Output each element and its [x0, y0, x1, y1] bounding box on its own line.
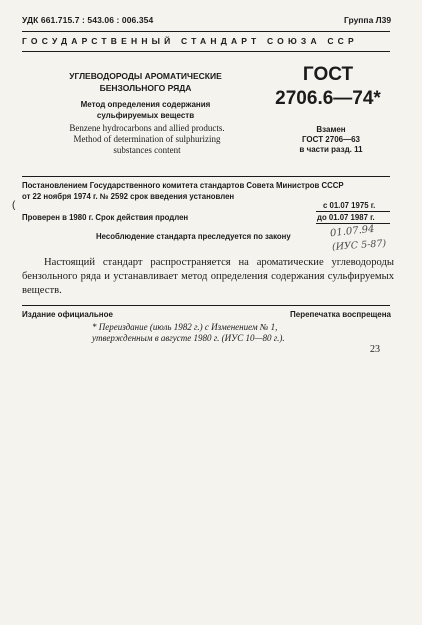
title-line-1: УГЛЕВОДОРОДЫ АРОМАТИЧЕСКИЕ — [69, 71, 222, 81]
english-line-1: Benzene hydrocarbons and allied products. — [69, 123, 225, 133]
decree-rule — [22, 176, 390, 177]
replaces-part: в части разд. 11 — [299, 145, 363, 154]
header-rule-bottom — [22, 51, 390, 52]
reissue-note — [92, 322, 285, 344]
gost-label: ГОСТ — [302, 64, 354, 85]
group-code: Группа Л39 — [344, 15, 392, 25]
document-title — [48, 70, 243, 94]
body-paragraph: Настоящий стандарт распространяется на ароматические углеводороды бензольного ряда и устанавливает метод определения содержания сульфируемых веществ. — [22, 257, 394, 296]
document-subtitle — [48, 99, 243, 121]
replaces-value: ГОСТ 2706—63 — [301, 135, 361, 144]
decree-line-1: Постановлением Государственного комитета стандартов Совета Министров СССР — [22, 181, 344, 190]
header-rule — [22, 31, 390, 32]
gost-number: 2706.6—74* — [275, 88, 381, 109]
note-line-1: * Переиздание (июль 1982 г.) с Изменением № 1, — [92, 322, 278, 332]
udk-code: УДК 661.715.7 : 543.06 : 006.354 — [22, 15, 154, 25]
replaces-block — [276, 125, 386, 155]
decree-line-2: от 22 ноября 1974 г. № 2592 срок введения установлен — [22, 192, 235, 201]
date-to-rule — [316, 223, 390, 224]
date-from-rule — [316, 211, 390, 212]
date-from: с 01.07 1975 г. — [323, 201, 376, 210]
checked-line: Проверен в 1980 г. Срок действия продлен — [22, 213, 189, 222]
note-line-2: утвержденным в августе 1980 г. (ИУС 10—80 г.). — [92, 333, 285, 343]
reprint-label: Перепечатка воспрещена — [290, 310, 391, 319]
footer-rule — [22, 305, 390, 306]
edition-label: Издание официальное — [22, 310, 113, 319]
date-to: до 01.07 1987 г. — [317, 213, 375, 222]
handwritten-date: 01.07.94 — [329, 223, 375, 240]
replaces-label: Взамен — [316, 125, 346, 134]
handwritten-ius: (ИУС 5-87) — [331, 238, 387, 253]
english-line-2: Method of determination of sulphurizing — [73, 134, 221, 144]
subtitle-line-2: сульфируемых веществ — [96, 111, 195, 120]
english-line-3: substances content — [113, 145, 181, 155]
penalty-line: Несоблюдение стандарта преследуется по закону — [96, 232, 291, 241]
page-number: 23 — [370, 344, 380, 355]
english-title — [42, 123, 252, 156]
subtitle-line-1: Метод определения содержания — [80, 100, 211, 109]
margin-mark: ( — [12, 200, 16, 211]
standard-line: ГОСУДАРСТВЕННЫЙ СТАНДАРТ СОЮЗА ССР — [22, 36, 358, 46]
title-line-2: БЕНЗОЛЬНОГО РЯДА — [99, 83, 192, 93]
